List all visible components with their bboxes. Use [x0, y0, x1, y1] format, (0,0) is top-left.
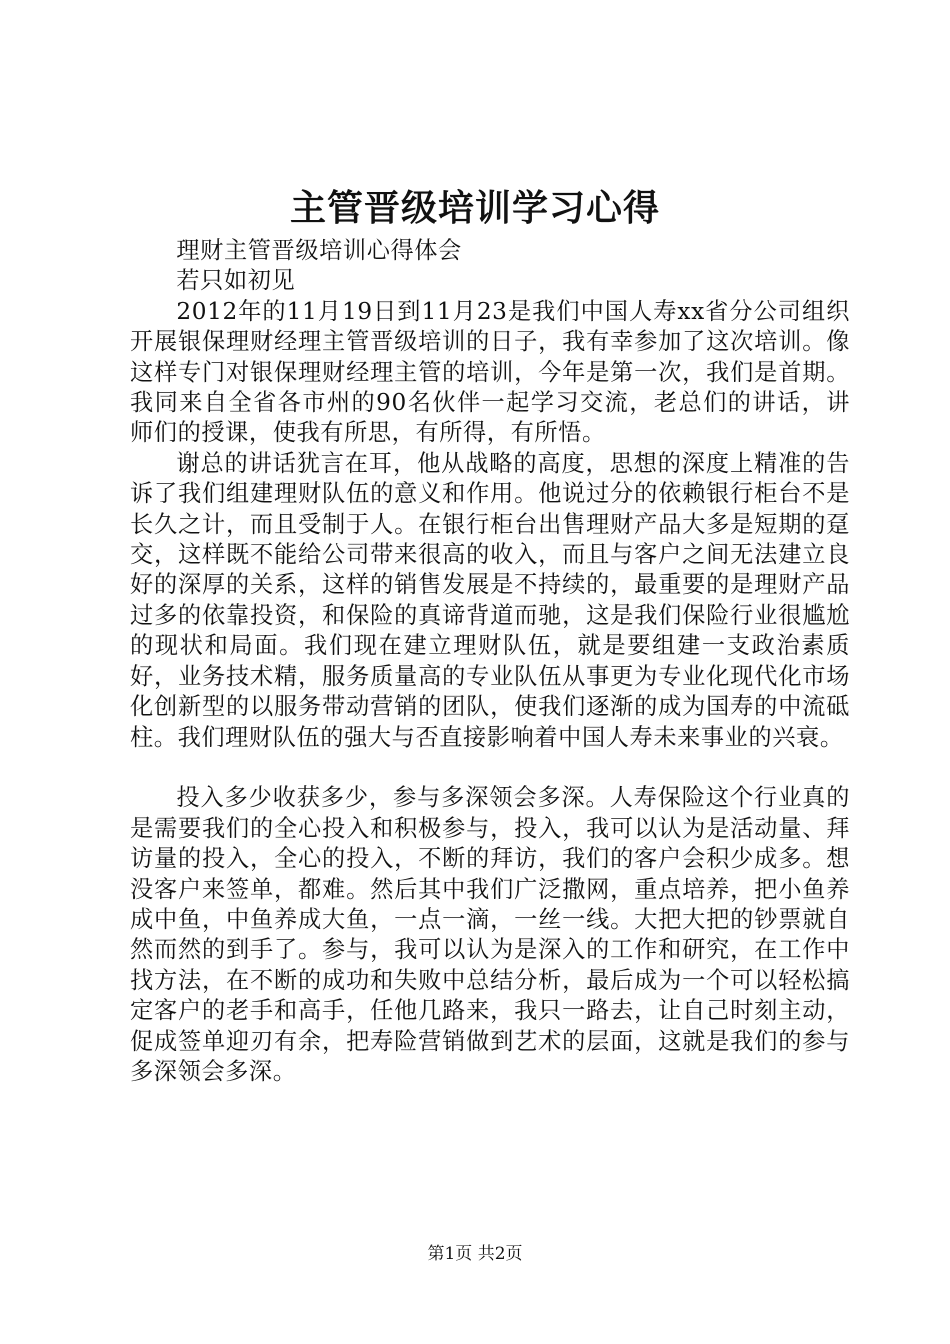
document-body: [130, 236, 850, 1087]
subtitle-paragraph: 理财主管晋级培训心得体会: [176, 237, 462, 264]
document-title: 主管晋级培训学习心得: [289, 187, 660, 229]
body-paragraph: 投入多少收获多少，参与多深领会多深。人寿保险这个行业真的是需要我们的全心投入和积极参与，投入，我可以认为是活动量、拜访量的投入，全心的投入，不断的拜访，我们的客户会积少成多。想没客户来签单，都难。然后其中我们广泛撒网，重点培养，把小鱼养成中鱼，中鱼养成大鱼，一点一滴，一丝一线。大把大把的钞票就自然而然的到手了。参与，我可以认为是深入的工作和研究，在工作中找方法，在不断的成功和失败中总结分析，最后成为一个可以轻松搞定客户的老手和高手，任他几路来，我只一路去，让自己时刻主动，促成签单迎刃有余，把寿险营销做到艺术的层面，这就是我们的参与多深领会多深。: [130, 784, 850, 1085]
heading-paragraph: 若只如初见: [176, 267, 296, 295]
body-paragraph: 谢总的讲话犹言在耳，他从战略的高度，思想的深度上精准的告诉了我们组建理财队伍的意义和作用。他说过分的依赖银行柜台不是长久之计，而且受制于人。在银行柜台出售理财产品大多是短期的趸交，这样既不能给公司带来很高的收入，而且与客户之间无法建立良好的深厚的关系，这样的销售发展是不持续的，最重要的是理财产品过多的依靠投资，和保险的真谛背道而驰，这是我们保险行业很尴尬的现状和局面。我们现在建立理财队伍，就是要组建一支政治素质好，业务技术精，服务质量高的专业队伍从事更为专业化现代化市场化创新型的以服务带动营销的团队，使我们逐渐的成为国寿的中流砥柱。我们理财队伍的强大与否直接影响着中国人寿未来事业的兴衰。: [130, 449, 850, 751]
page-number-footer: 第1页 共2页: [427, 1244, 523, 1264]
body-paragraph: 2012年的11月19日到11月23是我们中国人寿xx省分公司组织开展银保理财经理主管晋级培训的日子，我有幸参加了这次培训。像这样专门对银保理财经理主管的培训，今年是第一次，我们是首期。我同来自全省各市州的90名伙伴一起学习交流，老总们的讲话，讲师们的授课，使我有所思，有所得，有所悟。: [130, 297, 850, 447]
